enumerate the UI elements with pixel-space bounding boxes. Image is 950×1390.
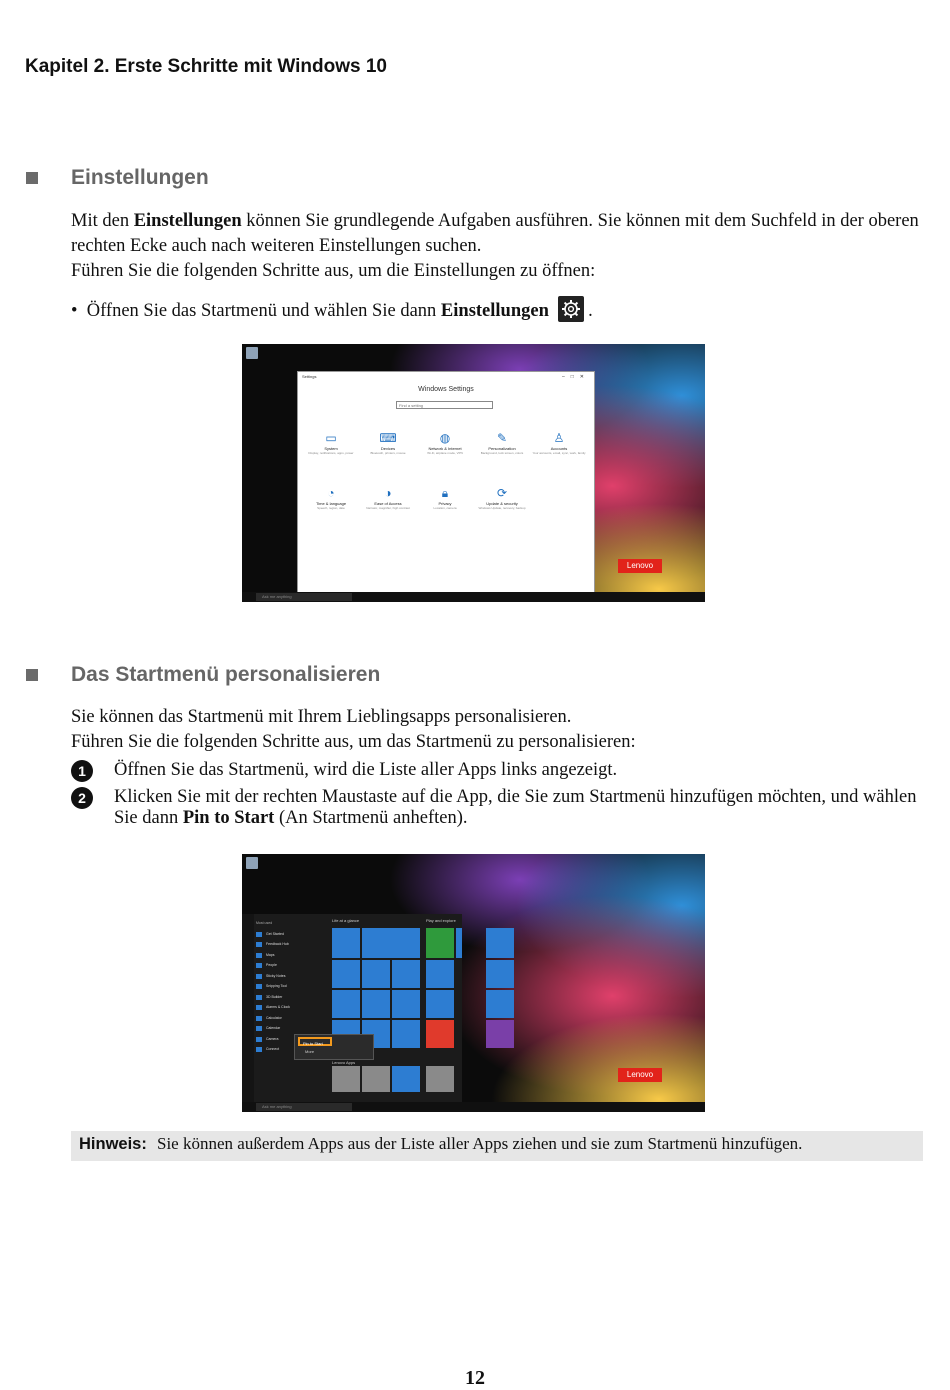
section-bullet xyxy=(26,669,38,681)
screenshot-windows-settings xyxy=(242,344,705,602)
tile-group-label: Play and explore xyxy=(426,918,456,923)
app-tile xyxy=(362,928,420,958)
window-controls: –□✕ xyxy=(562,374,590,380)
settings-heading: Windows Settings xyxy=(418,386,474,393)
app-tile xyxy=(426,1066,454,1092)
start-rail xyxy=(242,914,254,1103)
tile-group-label: Lenovo Apps xyxy=(332,1060,356,1065)
person-icon: ♙ xyxy=(553,431,565,445)
settings-item-privacy: 🔒︎ Privacy Location, camera xyxy=(417,485,473,510)
clock-icon: ◔ xyxy=(327,486,335,500)
app-tile xyxy=(456,928,462,958)
app-tile xyxy=(362,1066,390,1092)
app-tile xyxy=(362,990,390,1018)
settings-item-devices: ⌨ Devices Bluetooth, printers, mouse xyxy=(360,430,416,455)
note-text: Sie können außerdem Apps aus der Liste aller Apps ziehen und sie zum Startmenü hinzufügen. xyxy=(157,1134,803,1153)
app-tile xyxy=(332,1066,360,1092)
section-bullet xyxy=(26,172,38,184)
app-tile xyxy=(392,960,420,988)
screenshot-start-menu xyxy=(242,854,705,1112)
section-title-startmenu: Das Startmenü personalisieren xyxy=(71,663,381,686)
step-text-2: Klicken Sie mit der rechten Maustaste auf die App, die Sie zum Startmenü hinzufügen möchten, und wählen Sie dann Pin to Start (An Startmenü anheften). xyxy=(114,787,917,828)
recycle-bin-icon xyxy=(246,347,258,359)
settings-item-network: ◍ Network & Internet Wi-Fi, airplane mode, VPN xyxy=(417,430,473,455)
app-tile xyxy=(392,1066,420,1092)
settings-item-accounts: ♙ Accounts Your accounts, email, sync, work, family xyxy=(532,431,586,455)
settings-item-personalization: ✎ Personalization Background, lock screen, colors xyxy=(474,430,530,455)
gear-icon xyxy=(558,296,584,322)
step-number-1: 1 xyxy=(71,760,93,782)
lenovo-logo: Lenovo xyxy=(618,559,662,573)
app-tile xyxy=(486,960,514,988)
paint-icon: ✎ xyxy=(496,431,508,445)
app-tile xyxy=(486,1020,514,1048)
app-tile xyxy=(332,990,360,1018)
settings-item-system: ▭ System Display, notifications, apps, power xyxy=(303,430,359,455)
bullet-open-settings: • Öffnen Sie das Startmenü und wählen Sie dann Einstellungen . xyxy=(71,296,593,324)
step-text-1: Öffnen Sie das Startmenü, wird die Liste aller Apps links angezeigt. xyxy=(114,760,618,780)
globe-icon: ◍ xyxy=(439,431,451,445)
note-box xyxy=(71,1131,923,1161)
app-tile xyxy=(426,990,454,1018)
context-menu xyxy=(294,1034,374,1060)
all-apps-list: Most used Get Started Feedback Hub Maps People Sticky Notes Snipping Tool 3D Builder Alarms & Clock Calculator Calendar Camera Connect xyxy=(256,918,326,1055)
window-title: Settings xyxy=(302,374,317,379)
start-menu xyxy=(242,914,462,1103)
paragraph-settings-steps: Führen Sie die folgenden Schritte aus, um die Einstellungen zu öffnen: xyxy=(71,261,596,281)
paragraph-startmenu-intro: Sie können das Startmenü mit Ihrem Lieblingsapps personalisieren. xyxy=(71,707,572,727)
laptop-icon: ▭ xyxy=(325,431,337,445)
note-label: Hinweis: xyxy=(79,1135,147,1153)
settings-search-field: Find a setting xyxy=(396,401,493,409)
refresh-icon: ⟳ xyxy=(496,486,508,500)
step-number-2: 2 xyxy=(71,787,93,809)
paragraph-settings-intro: Mit den Einstellungen können Sie grundlegende Aufgaben ausführen. Sie können mit dem Suchfeld in der oberen rechten Ecke auch nach weiteren Einstellungen suchen. xyxy=(71,211,919,256)
settings-item-ease-of-access: ◑ Ease of Access Narrator, magnifier, high contrast xyxy=(360,485,416,510)
accessibility-icon: ◑ xyxy=(384,486,392,500)
app-tile xyxy=(426,960,454,988)
paragraph-startmenu-steps: Führen Sie die folgenden Schritte aus, um das Startmenü zu personalisieren: xyxy=(71,732,636,752)
more-option: More xyxy=(305,1049,315,1054)
tile-group-label: Life at a glance xyxy=(332,918,360,923)
settings-item-update-security: ⟳ Update & security Windows Update, recovery, backup xyxy=(474,485,530,510)
taskbar xyxy=(242,592,705,602)
app-tile xyxy=(392,990,420,1018)
app-tile xyxy=(332,960,360,988)
lock-icon: 🔒︎ xyxy=(441,486,449,500)
settings-item-time-language: ◔ Time & language Speech, region, date xyxy=(303,485,359,510)
app-tile xyxy=(392,1020,420,1048)
keyboard-icon: ⌨ xyxy=(379,431,397,445)
settings-window xyxy=(297,371,595,593)
taskbar xyxy=(242,1102,705,1112)
recycle-bin-icon xyxy=(246,857,258,869)
app-tile xyxy=(486,990,514,1018)
app-tile xyxy=(362,960,390,988)
taskbar-search: Ask me anything xyxy=(256,593,352,601)
page-number: 12 xyxy=(465,1367,485,1389)
app-tile xyxy=(426,928,454,958)
app-tile xyxy=(486,928,514,958)
section-title-einstellungen: Einstellungen xyxy=(71,166,209,189)
app-tile xyxy=(426,1020,454,1048)
lenovo-logo: Lenovo xyxy=(618,1068,662,1082)
chapter-header: Kapitel 2. Erste Schritte mit Windows 10 xyxy=(25,56,387,77)
app-tile xyxy=(332,928,360,958)
taskbar-search: Ask me anything xyxy=(256,1103,352,1111)
pin-to-start-option: Pin to Start xyxy=(298,1037,332,1046)
